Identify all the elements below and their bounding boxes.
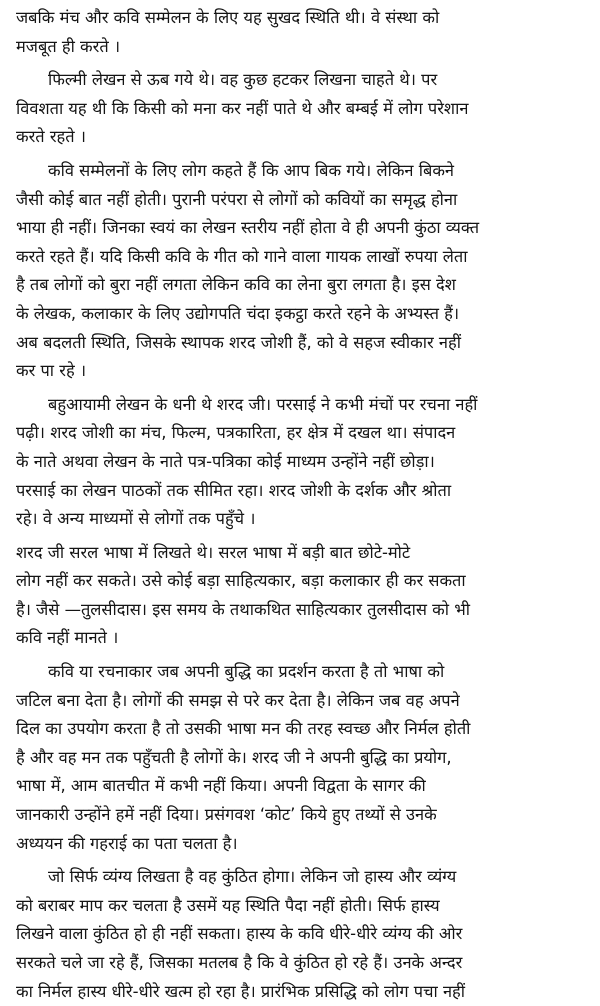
text-line: अध्ययन की गहराई का पता चलता है।: [16, 833, 238, 853]
text-line: फिल्मी लेखन से ऊब गये थे। वह कुछ हटकर लिखना चाहते थे। पर: [48, 70, 438, 90]
text-line: के लेखक, कलाकार के लिए उद्योगपति चंदा इकट्ठा करते रहने के अभ्यस्त हैं।: [16, 303, 460, 323]
text-line: पढ़ी। शरद जोशी का मंच, फिल्म, पत्रकारिता, हर क्षेत्र में दखल था। संपादन: [16, 423, 456, 443]
text-line: है तब लोगों को बुरा नहीं लगता लेकिन कवि का लेना बुरा लगता है। इस देश: [16, 275, 456, 295]
text-line: दिल का उपयोग करता है तो उसकी भाषा मन की तरह स्वच्छ और निर्मल होती: [16, 719, 471, 739]
paragraph-7: [16, 863, 586, 1006]
text-line: रहे। वे अन्य माध्यमों से लोगों तक पहुँचे ।: [16, 509, 256, 529]
text-line: भाया ही नहीं। जिनका स्वयं का लेखन स्तरीय नहीं होता वे ही अपनी कुंठा व्यक्त: [16, 218, 480, 238]
text-line: परसाई का लेखन पाठकों तक सीमित रहा। शरद जोशी के दर्शक और श्रोता: [16, 480, 452, 500]
text-line: जबकि मंच और कवि सम्मेलन के लिए यह सुखद स्थिति थी। वे संस्था को: [16, 8, 440, 27]
text-line: बहुआयामी लेखन के धनी थे शरद जी। परसाई ने कभी मंचों पर रचना नहीं: [48, 394, 478, 414]
text-line: के नाते अथवा लेखन के नाते पत्र-पत्रिका कोई माध्यम उन्होंने नहीं छोड़ा।: [16, 451, 435, 471]
text-line: भाषा में, आम बातचीत में कभी नहीं किया। अपनी विद्वता के सागर की: [16, 776, 426, 796]
paragraph-1: [16, 4, 586, 61]
text-line: कवि या रचनाकार जब अपनी बुद्धि का प्रदर्शन करता है तो भाषा को: [48, 662, 445, 682]
text-line: विवशता यह थी कि किसी को मना कर नहीं पाते थे और बम्बई में लोग परेशान: [16, 98, 469, 118]
text-line: कवि नहीं मानते ।: [16, 628, 119, 648]
text-line: करते रहते ।: [16, 127, 87, 147]
text-line: लिखने वाला कुंठित हो ही नहीं सकता। हास्य के कवि धीरे-धीरे व्यंग्य की ओर: [16, 924, 463, 944]
text-line: है और वह मन तक पहुँचती है लोगों के। शरद जी ने अपनी बुद्धि का प्रयोग,: [16, 747, 452, 767]
text-line: कर पा रहे ।: [16, 361, 87, 381]
paragraph-2: [16, 66, 586, 152]
text-line: लोग नहीं कर सकते। उसे कोई बड़ा साहित्यकार, बड़ा कलाकार ही कर सकता: [16, 571, 466, 591]
text-line: जैसी कोई बात नहीं होती। पुरानी परंपरा से लोगों को कवियों का समृद्ध होना: [16, 189, 458, 209]
text-line: है। जैसे —तुलसीदास। इस समय के तथाकथित साहित्यकार तुलसीदास को भी: [16, 599, 470, 619]
text-line: जानकारी उन्होंने हमें नहीं दिया। प्रसंगवश ‘कोट’ किये हुए तथ्यों से उनके: [16, 805, 437, 825]
text-line: जटिल बना देता है। लोगों की समझ से परे कर देता है। लेकिन जब वह अपने: [16, 690, 460, 710]
text-line: को बराबर माप कर चलता है उसमें यह स्थिति पैदा नहीं होती। सिर्फ हास्य: [16, 895, 440, 915]
paragraph-5: [16, 539, 586, 653]
text-line: मजबूत ही करते ।: [16, 36, 121, 56]
text-line: अब बदलती स्थिति, जिसके स्थापक शरद जोशी हैं, को वे सहज स्वीकार नहीं: [16, 332, 461, 352]
paragraph-3: [16, 157, 586, 386]
text-line: जो सिर्फ व्यंग्य लिखता है वह कुंठित होगा। लेकिन जो हास्य और व्यंग्य: [48, 867, 457, 887]
paragraph-6: [16, 658, 586, 858]
text-line: सरकते चले जा रहे हैं, जिसका मतलब है कि वे कुंठित हो रहे हैं। उनके अन्दर: [16, 953, 463, 972]
text-line: का निर्मल हास्य धीरे-धीरे खत्म हो रहा है। प्रारंभिक प्रसिद्धि को लोग पचा नहीं: [16, 981, 466, 1001]
text-line: कवि सम्मेलनों के लिए लोग कहते हैं कि आप बिक गये। लेकिन बिकने: [48, 160, 455, 180]
text-line: शरद जी सरल भाषा में लिखते थे। सरल भाषा में बड़ी बात छोटे-मोटे: [16, 542, 411, 562]
paragraph-4: [16, 391, 586, 534]
text-line: करते रहते हैं। यदि किसी कवि के गीत को गाने वाला गायक लाखों रुपया लेता: [16, 246, 468, 266]
